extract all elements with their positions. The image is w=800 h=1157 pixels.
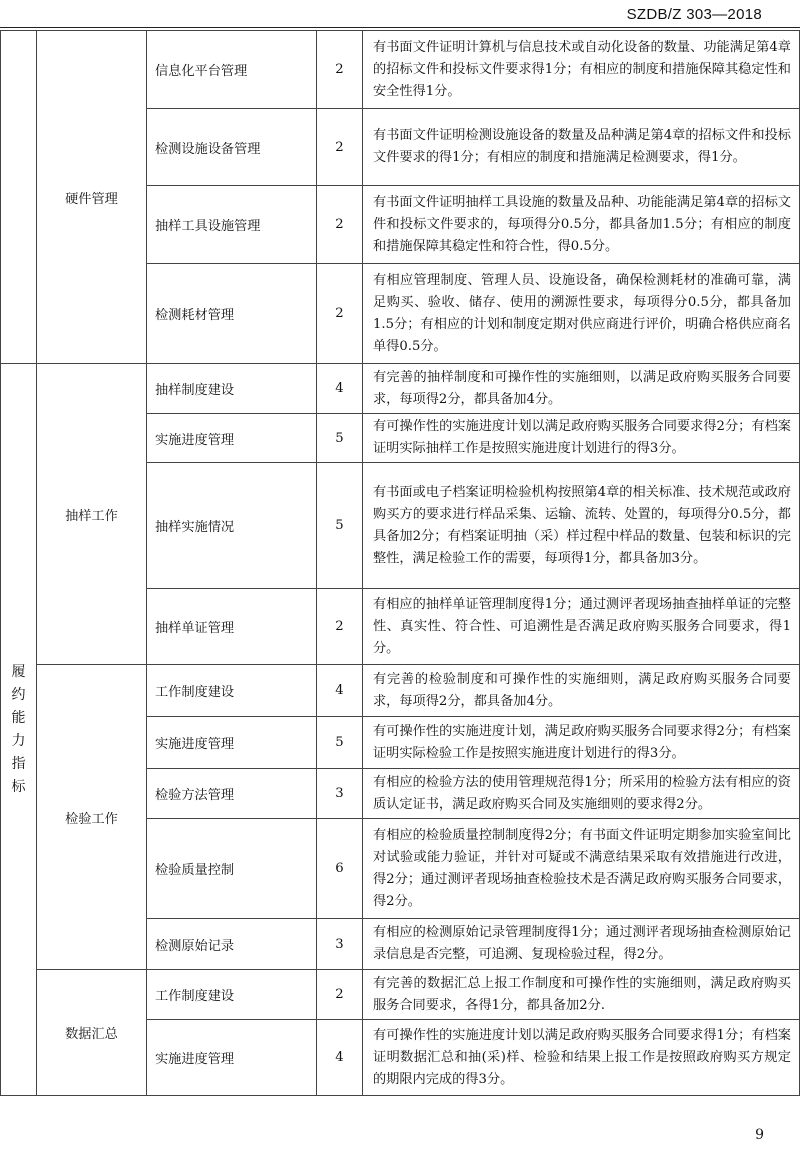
item-name: 检验方法管理	[147, 769, 317, 819]
item-name: 抽样制度建设	[147, 364, 317, 414]
item-description: 有相应管理制度、管理人员、设施设备，确保检测耗材的准确可靠，满足购买、验收、储存、使用的溯源性要求，每项得分0.5分，都具备加1.5分；有相应的计划和制度定期对供应商进行评价，明确合格供应商名单得0.5分。	[363, 264, 800, 364]
item-description: 有可操作性的实施进度计划以满足政府购买服务合同要求得1分；有档案证明数据汇总和抽(采)样、检验和结果上报工作是按照政府购买方规定的期限内完成的得3分。	[363, 1020, 800, 1096]
item-description: 有相应的抽样单证管理制度得1分；通过测评者现场抽查抽样单证的完整性、真实性、符合性、可追溯性是否满足政府购买服务合同要求，得1分。	[363, 589, 800, 665]
item-score: 5	[317, 414, 363, 463]
item-name: 工作制度建设	[147, 970, 317, 1020]
item-score: 2	[317, 970, 363, 1020]
category-cell-blank	[1, 31, 37, 364]
item-description: 有完善的抽样制度和可操作性的实施细则，以满足政府购买服务合同要求，每项得2分，都具备加4分。	[363, 364, 800, 414]
category-label: 履约能力指标	[1, 364, 37, 1096]
item-description: 有书面文件证明抽样工具设施的数量及品种、功能能满足第4章的招标文件和投标文件要求的，每项得分0.5分，都具备加1.5分；有相应的制度和措施保障其稳定性和符合性，得0.5分。	[363, 186, 800, 264]
item-description: 有可操作性的实施进度计划以满足政府购买服务合同要求得2分；有档案证明实际抽样工作是按照实施进度计划进行的得3分。	[363, 414, 800, 463]
table-row	[1, 665, 800, 717]
item-score: 2	[317, 589, 363, 665]
item-name: 检测原始记录	[147, 919, 317, 970]
item-description: 有书面或电子档案证明检验机构按照第4章的相关标准、技术规范或政府购买方的要求进行样品采集、运输、流转、处置的，每项得分0.5分，都具备加2分；有档案证明抽（采）样过程中样品的数量、包装和标识的完整性，满足检验工作的需要，每项得1分，都具备加3分。	[363, 463, 800, 589]
item-description: 有书面文件证明计算机与信息技术或自动化设备的数量、功能满足第4章的招标文件和投标文件要求得1分；有相应的制度和措施保障其稳定性和安全性得1分。	[363, 31, 800, 109]
standard-code: SZDB/Z 303—2018	[626, 6, 762, 23]
group-label: 检验工作	[37, 665, 147, 970]
item-score: 6	[317, 819, 363, 919]
header-rule	[0, 27, 800, 28]
item-name: 工作制度建设	[147, 665, 317, 717]
item-name: 信息化平台管理	[147, 31, 317, 109]
group-label: 抽样工作	[37, 364, 147, 665]
item-name: 实施进度管理	[147, 717, 317, 769]
item-description: 有书面文件证明检测设施设备的数量及品种满足第4章的招标文件和投标文件要求的得1分；有相应的制度和措施满足检测要求，得1分。	[363, 109, 800, 186]
item-name: 检测设施设备管理	[147, 109, 317, 186]
item-score: 2	[317, 109, 363, 186]
group-label: 硬件管理	[37, 31, 147, 364]
item-description: 有可操作性的实施进度计划，满足政府购买服务合同要求得2分；有档案证明实际检验工作是按照实施进度计划进行的得3分。	[363, 717, 800, 769]
table-row	[1, 364, 800, 414]
item-name: 检验质量控制	[147, 819, 317, 919]
group-label: 数据汇总	[37, 970, 147, 1096]
item-score: 2	[317, 31, 363, 109]
item-description: 有相应的检验质量控制制度得2分；有书面文件证明定期参加实验室间比对试验或能力验证，并针对可疑或不满意结果采取有效措施进行改进，得2分；通过测评者现场抽查检验技术是否满足政府购买服务合同要求，得2分。	[363, 819, 800, 919]
item-score: 5	[317, 463, 363, 589]
item-description: 有相应的检验方法的使用管理规范得1分；所采用的检验方法有相应的资质认定证书，满足政府购买合同及实施细则的要求得2分。	[363, 769, 800, 819]
item-name: 抽样单证管理	[147, 589, 317, 665]
item-score: 2	[317, 264, 363, 364]
item-name: 实施进度管理	[147, 414, 317, 463]
item-description: 有完善的数据汇总上报工作制度和可操作性的实施细则，满足政府购买服务合同要求，各得1分，都具备加2分.	[363, 970, 800, 1020]
item-name: 实施进度管理	[147, 1020, 317, 1096]
item-score: 5	[317, 717, 363, 769]
item-name: 抽样工具设施管理	[147, 186, 317, 264]
item-score: 4	[317, 364, 363, 414]
item-score: 2	[317, 186, 363, 264]
page-number: 9	[755, 1127, 764, 1143]
item-description: 有相应的检测原始记录管理制度得1分；通过测评者现场抽查检测原始记录信息是否完整，可追溯、复现检验过程，得2分。	[363, 919, 800, 970]
evaluation-table	[0, 30, 800, 1096]
table-row	[1, 970, 800, 1020]
item-score: 4	[317, 1020, 363, 1096]
item-score: 4	[317, 665, 363, 717]
item-description: 有完善的检验制度和可操作性的实施细则，满足政府购买服务合同要求，每项得2分，都具备加4分。	[363, 665, 800, 717]
table-row	[1, 31, 800, 109]
item-score: 3	[317, 919, 363, 970]
item-name: 检测耗材管理	[147, 264, 317, 364]
item-score: 3	[317, 769, 363, 819]
item-name: 抽样实施情况	[147, 463, 317, 589]
